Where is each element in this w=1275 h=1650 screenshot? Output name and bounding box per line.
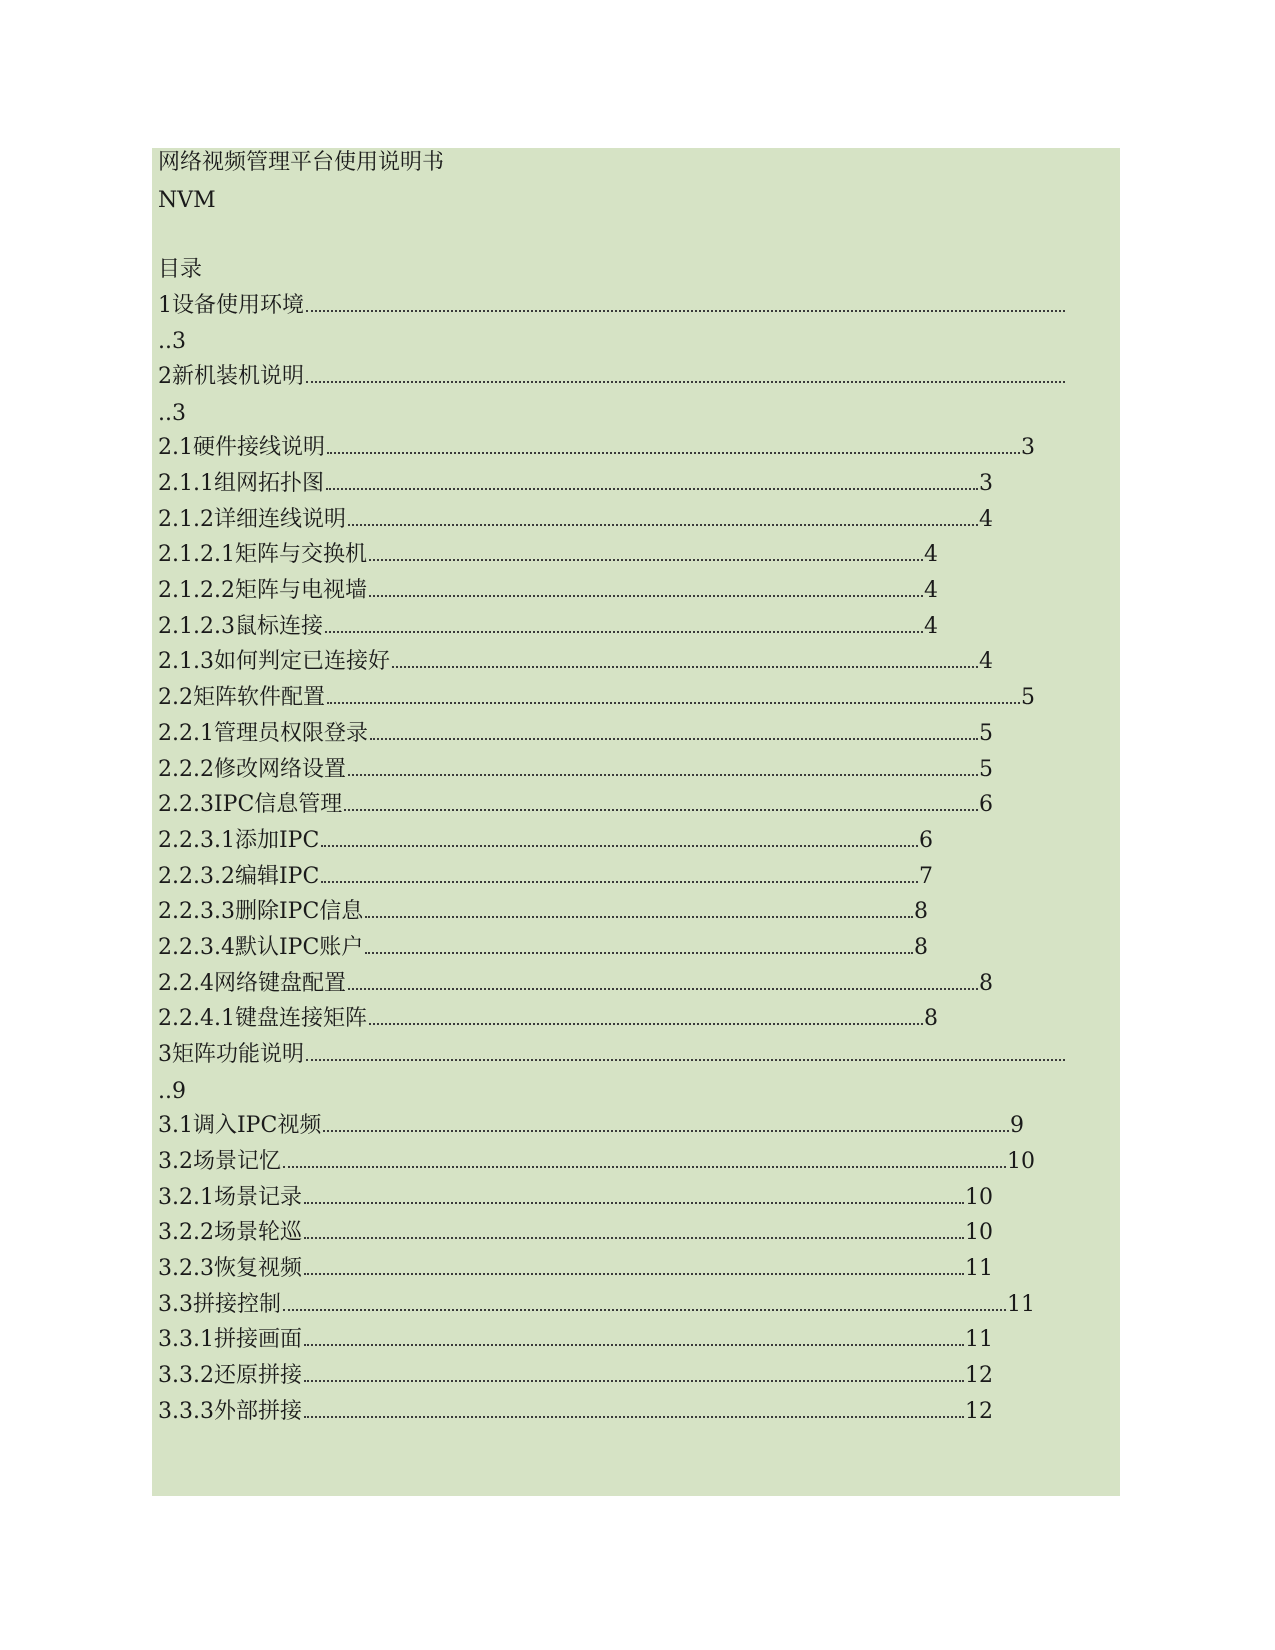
toc-leader (344, 809, 978, 811)
toc-entry-label: 3.3.1拼接画面 (158, 1327, 302, 1352)
toc-entry-page: 10 (965, 1220, 993, 1245)
toc-leader (365, 916, 913, 918)
toc-leader (283, 1309, 1006, 1311)
toc-entry-label: 2.2.4网络键盘配置 (158, 971, 346, 996)
toc-entry-label: 3矩阵功能说明 (158, 1042, 304, 1067)
toc-entry-page: 11 (965, 1256, 993, 1281)
toc-entry[interactable] (158, 1325, 993, 1355)
toc-entry-label: 2.1.3如何判定已连接好 (158, 649, 390, 674)
document-subtitle: NVM (158, 188, 216, 213)
toc-entry-label: 2.2.4.1键盘连接矩阵 (158, 1006, 367, 1031)
toc-entry-label: 2.2.3IPC信息管理 (158, 792, 343, 817)
toc-entry-label: 2.1.2.3鼠标连接 (158, 614, 323, 639)
toc-entry-label: 2.1硬件接线说明 (158, 435, 325, 460)
toc-entry[interactable] (158, 790, 993, 820)
toc-leader (304, 1380, 964, 1382)
toc-leader (321, 881, 918, 883)
toc-leader (369, 595, 923, 597)
toc-heading: 目录 (158, 257, 203, 282)
toc-entry-label: 3.2场景记忆 (158, 1149, 281, 1174)
toc-entry[interactable] (158, 1183, 993, 1213)
toc-entry-page: 10 (1007, 1149, 1035, 1174)
toc-entry[interactable] (158, 969, 993, 999)
toc-entry-label: 2.2.3.1添加IPC (158, 828, 320, 853)
toc-entry[interactable] (158, 826, 933, 856)
toc-leader (327, 702, 1020, 704)
toc-entry[interactable] (158, 1361, 993, 1391)
toc-entry[interactable] (158, 576, 938, 606)
toc-entry-page: 7 (919, 864, 933, 889)
toc-leader (304, 1416, 964, 1418)
toc-entry-page: 12 (965, 1363, 993, 1388)
toc-entry-page: 8 (979, 971, 993, 996)
toc-entry[interactable] (158, 1290, 1035, 1320)
toc-leader (326, 488, 978, 490)
toc-entry-page: 4 (979, 507, 993, 532)
toc-entry[interactable] (158, 540, 938, 570)
toc-entry-label: 2.2矩阵软件配置 (158, 685, 325, 710)
toc-leader (348, 988, 978, 990)
toc-entry[interactable] (158, 1147, 1035, 1177)
toc-entry-page: 4 (924, 578, 938, 603)
toc-leader (392, 666, 978, 668)
toc-leader (304, 1344, 964, 1346)
toc-leader (369, 559, 923, 561)
toc-entry[interactable] (158, 469, 993, 499)
toc-entry-label: 2.2.1管理员权限登录 (158, 721, 368, 746)
toc-leader (369, 1023, 923, 1025)
toc-entry[interactable] (158, 612, 938, 642)
toc-entry-page: 10 (965, 1185, 993, 1210)
toc-entry-page: 3 (1021, 435, 1035, 460)
toc-entry[interactable] (158, 1254, 993, 1284)
toc-entry-label: 3.2.2场景轮巡 (158, 1220, 302, 1245)
toc-entry-page: 8 (914, 935, 928, 960)
toc-entry-page: 4 (924, 542, 938, 567)
toc-entry[interactable] (158, 291, 1066, 321)
toc-entry[interactable] (158, 862, 933, 892)
toc-entry[interactable] (158, 1397, 993, 1427)
toc-entry-label: 2.1.2.1矩阵与交换机 (158, 542, 367, 567)
toc-leader (304, 1273, 964, 1275)
toc-leader (370, 738, 978, 740)
toc-leader (306, 381, 1065, 383)
toc-entry[interactable] (158, 719, 993, 749)
toc-entry[interactable] (158, 933, 928, 963)
toc-entry-page: 6 (979, 792, 993, 817)
toc-leader (348, 524, 978, 526)
toc-leader (325, 631, 923, 633)
toc-entry-page: 8 (914, 899, 928, 924)
toc-entry-label: 3.3.3外部拼接 (158, 1399, 302, 1424)
toc-entry-page: ..9 (158, 1079, 186, 1104)
toc-entry[interactable] (158, 1111, 1024, 1141)
toc-leader (304, 1202, 964, 1204)
toc-entry[interactable] (158, 647, 993, 677)
toc-leader (304, 1237, 964, 1239)
toc-entry-page: 5 (979, 721, 993, 746)
toc-entry-label: 2.2.3.3删除IPC信息 (158, 899, 364, 924)
toc-entry[interactable] (158, 433, 1035, 463)
toc-leader (283, 1166, 1006, 1168)
toc-entry-label: 3.3.2还原拼接 (158, 1363, 302, 1388)
toc-entry-label: 2.1.1组网拓扑图 (158, 471, 324, 496)
toc-entry-label: 3.3拼接控制 (158, 1292, 281, 1317)
toc-entry-page: ..3 (158, 329, 186, 354)
toc-entry-label: 3.2.3恢复视频 (158, 1256, 302, 1281)
toc-entry-label: 2.2.3.2编辑IPC (158, 864, 320, 889)
toc-entry-label: 2.1.2详细连线说明 (158, 507, 346, 532)
toc-entry-page: 9 (1010, 1113, 1024, 1138)
toc-entry-page: 4 (924, 614, 938, 639)
toc-entry-page: 12 (965, 1399, 993, 1424)
toc-entry[interactable] (158, 505, 993, 535)
toc-entry-page: 4 (979, 649, 993, 674)
toc-entry-label: 2新机装机说明 (158, 364, 304, 389)
toc-entry-label: 2.2.3.4默认IPC账户 (158, 935, 364, 960)
toc-entry-page: ..3 (158, 401, 186, 426)
toc-entry-page: 5 (979, 757, 993, 782)
toc-entry-page: 11 (1007, 1292, 1035, 1317)
toc-entry[interactable] (158, 897, 928, 927)
toc-entry[interactable] (158, 683, 1035, 713)
toc-leader (323, 1130, 1009, 1132)
toc-leader (348, 774, 978, 776)
toc-leader (306, 1059, 1065, 1061)
toc-entry-label: 3.1调入IPC视频 (158, 1113, 322, 1138)
toc-entry-page: 5 (1021, 685, 1035, 710)
toc-entry-label: 1设备使用环境 (158, 293, 304, 318)
document-title: 网络视频管理平台使用说明书 (158, 150, 445, 175)
toc-entry[interactable] (158, 1040, 1066, 1070)
toc-entry-page: 11 (965, 1327, 993, 1352)
toc-entry-label: 2.1.2.2矩阵与电视墙 (158, 578, 367, 603)
toc-entry[interactable] (158, 1218, 993, 1248)
toc-entry-label: 2.2.2修改网络设置 (158, 757, 346, 782)
toc-entry-label: 3.2.1场景记录 (158, 1185, 302, 1210)
toc-entry-page: 8 (924, 1006, 938, 1031)
toc-leader (365, 952, 913, 954)
toc-entry-page: 3 (979, 471, 993, 496)
toc-entry[interactable] (158, 362, 1066, 392)
document-page (152, 148, 1120, 1496)
toc-entry-page: 6 (919, 828, 933, 853)
toc-leader (321, 845, 918, 847)
toc-entry[interactable] (158, 755, 993, 785)
toc-leader (327, 452, 1020, 454)
toc-entry[interactable] (158, 1004, 938, 1034)
toc-leader (306, 310, 1065, 312)
